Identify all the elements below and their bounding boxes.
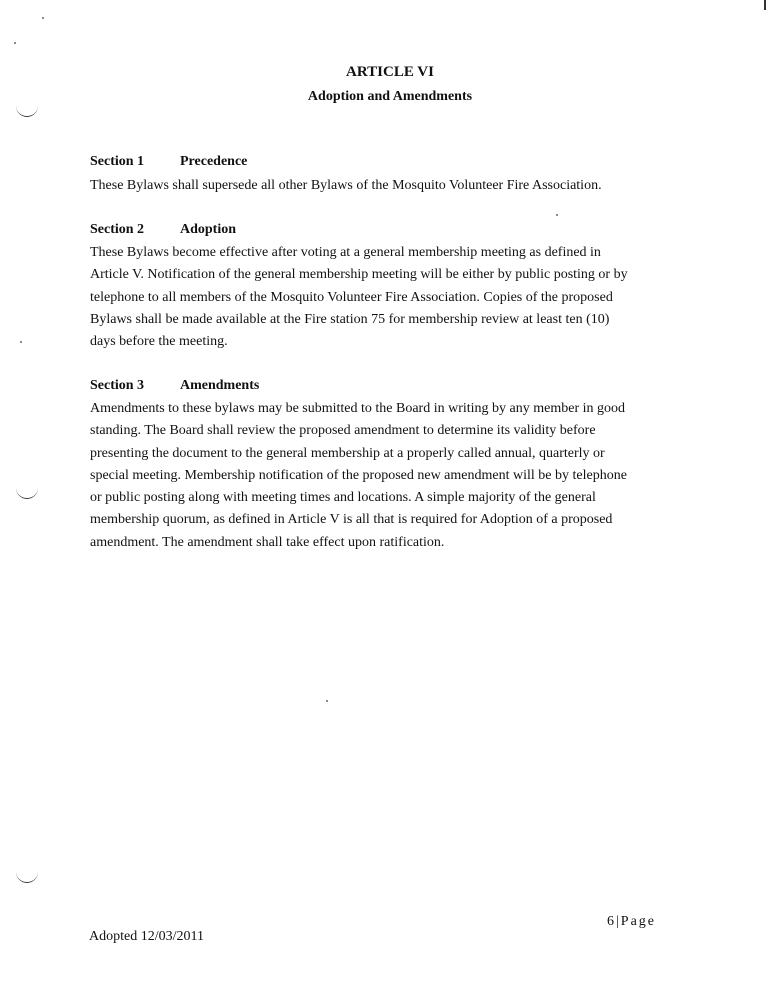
text-line: special meeting. Membership notification of the proposed new amendment will be by telephone xyxy=(90,467,627,483)
page-number: 6|Page xyxy=(607,914,657,929)
scan-edge-mark xyxy=(764,0,766,10)
adopted-date: Adopted 12/03/2011 xyxy=(89,929,204,944)
section-number: Section 2 xyxy=(90,222,145,237)
section-1-heading xyxy=(90,154,247,170)
section-title: Amendments xyxy=(180,378,260,393)
binder-hole-mark xyxy=(16,488,38,499)
text-line: or public posting along with meeting times and locations. A simple majority of the general xyxy=(90,490,596,506)
section-number: Section 3 xyxy=(90,378,145,393)
text-line: presenting the document to the general membership at a properly called annual, quarterly or xyxy=(90,445,605,461)
section-title: Precedence xyxy=(180,154,248,169)
scan-speck xyxy=(42,17,44,19)
section-number: Section 1 xyxy=(90,154,145,169)
section-2-heading xyxy=(90,222,236,238)
text-line: standing. The Board shall review the proposed amendment to determine its validity before xyxy=(90,423,596,439)
scan-speck xyxy=(326,700,328,702)
binder-hole-mark xyxy=(16,106,38,117)
section-title: Adoption xyxy=(180,222,237,237)
text-line: Bylaws shall be made available at the Fire station 75 for membership review at least ten (10) xyxy=(90,311,610,327)
section-2-body xyxy=(90,242,628,353)
article-subtitle: Adoption and Amendments xyxy=(307,89,473,104)
text-line: Amendments to these bylaws may be submitted to the Board in writing by any member in good xyxy=(90,401,626,416)
text-line: amendment. The amendment shall take effect upon ratification. xyxy=(90,534,445,550)
section-3-body xyxy=(90,398,627,554)
section-3-heading xyxy=(90,378,259,394)
scan-speck xyxy=(20,341,22,343)
binder-hole-mark xyxy=(16,872,38,883)
text-line: Article V. Notification of the general membership meeting will be either by public posting or by xyxy=(90,267,628,283)
article-title: ARTICLE VI xyxy=(346,64,434,80)
scan-speck xyxy=(556,214,558,216)
section-1-body xyxy=(90,175,602,197)
text-line: days before the meeting. xyxy=(90,334,228,350)
text-line: membership quorum, as defined in Article V is all that is required for Adoption of a proposed xyxy=(90,512,613,528)
scan-speck xyxy=(14,42,16,44)
text-line: These Bylaws shall supersede all other Bylaws of the Mosquito Volunteer Fire Association. xyxy=(90,178,602,193)
text-line: These Bylaws become effective after voting at a general membership meeting as defined in xyxy=(90,245,601,260)
text-line: telephone to all members of the Mosquito Volunteer Fire Association. Copies of the proposed xyxy=(90,289,613,305)
